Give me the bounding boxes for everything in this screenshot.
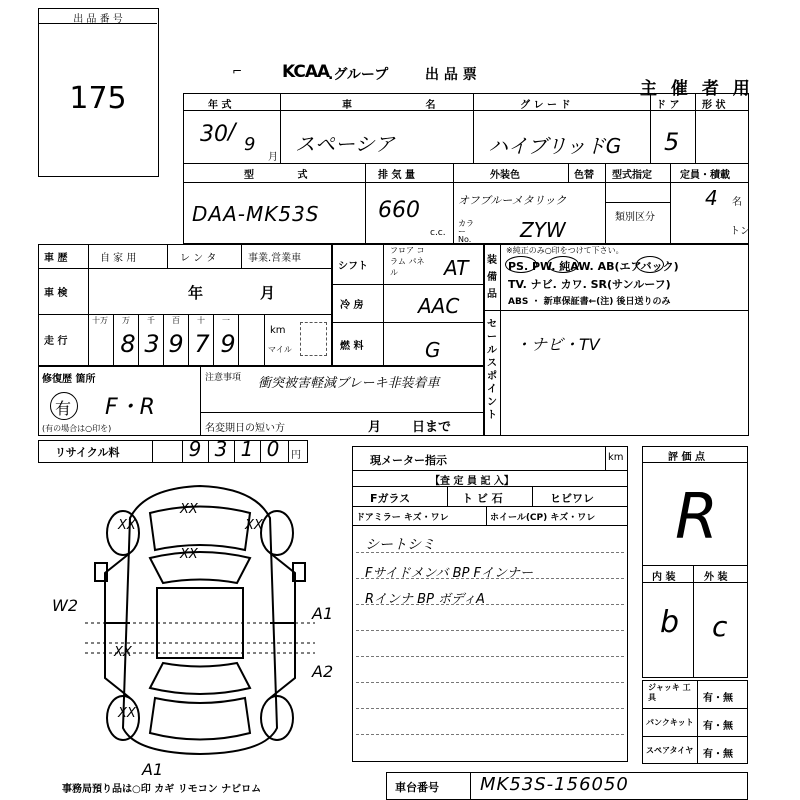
ac-value: AAC — [418, 294, 460, 318]
km-unit: km — [270, 325, 286, 336]
item-spare-choice: 有・無 — [703, 749, 733, 760]
inspection-label: 車 検 — [44, 288, 68, 299]
displacement-value: 660 — [378, 198, 420, 223]
name-change-month: 月 — [368, 420, 382, 435]
grade-value: R — [675, 480, 719, 553]
brand-logo: KCAA — [282, 62, 330, 82]
caution-label: 注意事項 — [205, 373, 242, 383]
km-mile-box — [300, 322, 327, 356]
date-slash: / — [228, 120, 236, 145]
recycle-digit-2: 3 — [214, 437, 228, 461]
interior-value: b — [660, 605, 680, 640]
mileage-digit-2: 3 — [144, 330, 160, 358]
shift-sub-options: フロア コラム パネル — [390, 246, 425, 277]
inspector-title: 【査 定 員 記 入】 — [430, 476, 514, 487]
year-value: 30 — [200, 122, 228, 147]
inspection-year-unit: 年 — [188, 284, 204, 302]
unit-1k: 千 — [147, 316, 155, 325]
brand-group: .グループ — [328, 67, 389, 83]
sales-point-value: ・ナビ・TV — [515, 335, 600, 354]
meter-label: 現メーター指示 — [370, 454, 447, 467]
grade-label: グ レ ー ド — [520, 100, 571, 111]
equipment-line-3: ABS ・ 新車保証書←(注) 後日送りのみ — [508, 297, 671, 307]
ton-unit: トン — [730, 226, 750, 237]
item-puncture-choice: 有・無 — [703, 721, 733, 732]
mark-xx-fr: XX — [245, 518, 263, 533]
mark-xx-hood: XX — [180, 502, 198, 517]
door-value: 5 — [664, 128, 680, 156]
lot-number: 175 — [69, 81, 127, 116]
recycle-digit-4: 0 — [266, 437, 280, 461]
corner-mark-left: ⌐ — [232, 64, 243, 78]
circle-ps — [505, 256, 537, 273]
mileage-digit-4: 7 — [194, 330, 210, 358]
history-private: 自 家 用 — [100, 253, 137, 264]
item-puncture-label: パンクキット — [646, 718, 694, 727]
inspector-note-1: シートシミ — [365, 537, 435, 553]
mileage-digit-5: 9 — [220, 330, 236, 358]
mileage-digit-3: 9 — [168, 330, 184, 358]
repair-note: (有の場合は○印を) — [42, 424, 112, 433]
repair-mark: 有 — [55, 399, 72, 418]
mirror-label: ドアミラー キズ・ワレ — [356, 513, 449, 523]
name-change-label: 名変期日の短い方 — [205, 423, 285, 434]
exterior-label: 外 装 — [704, 572, 728, 583]
unit-1: 一 — [222, 316, 230, 325]
mark-a2-right: A2 — [312, 662, 334, 681]
mark-a1-bottom: A1 — [142, 760, 164, 779]
keys-note: 事務局預り品は○印 カギ リモコン ナビロム — [62, 784, 262, 795]
recycle-label: リサイクル料 — [55, 446, 120, 459]
lot-number-label: 出 品 番 号 — [73, 14, 123, 25]
circle-pw — [547, 256, 579, 273]
mark-w2: W2 — [52, 596, 78, 615]
displacement-label: 排 気 量 — [378, 170, 415, 181]
history-label: 車 歴 — [44, 253, 68, 264]
capacity-value: 4 — [705, 186, 718, 210]
equipment-line-1: PS. PW. 純AW. AB(エアバック) — [508, 260, 679, 273]
organizer-label: 主 催 者 用 — [640, 79, 754, 99]
car-name-label: 車 名 — [342, 100, 436, 111]
history-business: 事業.営業車 — [248, 253, 302, 264]
color-no-label: カラー No. — [458, 219, 474, 244]
name-change-day: 日まで — [412, 420, 452, 435]
model-label: 型 式 — [244, 170, 308, 181]
fuel-label: 燃 料 — [340, 341, 364, 352]
color-no-value: ZYW — [520, 218, 566, 242]
repair-label: 修復歴 箇所 — [42, 374, 96, 385]
month-value: 9 — [244, 134, 256, 155]
car-name-value: スペーシア — [295, 132, 395, 156]
repair-location: F・R — [105, 395, 155, 420]
inspector-note-3: Rインナ BP ボディA — [365, 592, 485, 607]
shift-value: AT — [444, 256, 469, 280]
mileage-label: 走 行 — [44, 336, 68, 347]
mark-a1-right: A1 — [312, 604, 334, 623]
item-jack-label: ジャッキ 工 具 — [648, 683, 691, 702]
caution-value: 衝突被害軽減ブレーキ非装着車 — [258, 376, 440, 391]
unit-100k: 十万 — [92, 316, 108, 325]
mark-xx-rear: XX — [118, 706, 136, 721]
recycle-unit: 円 — [291, 450, 301, 461]
exterior-color-value: オフブルーメタリック — [458, 194, 567, 207]
mark-xx-rl: XX — [114, 645, 132, 660]
year-label: 年 式 — [208, 100, 232, 111]
inspector-note-2: Fサイドメンバ BP Fインナー — [365, 566, 534, 581]
sheet-title: 出 品 票 — [425, 67, 477, 83]
interior-label: 内 装 — [652, 572, 676, 583]
type-spec-label: 型式指定 — [612, 170, 652, 181]
sales-point-label: セールスポイント — [487, 319, 497, 421]
month-unit: 月 — [268, 152, 278, 163]
chassis-value: MK53S-156050 — [480, 774, 629, 795]
class-label: 類別区分 — [615, 212, 655, 223]
equipment-label: 装備品 — [487, 255, 497, 300]
unit-10: 十 — [197, 316, 205, 325]
unit-10k: 万 — [122, 316, 130, 325]
wheel-label: ホイール(CP) キズ・ワレ — [490, 513, 596, 523]
grade-label: 評 価 点 — [668, 452, 705, 463]
item-jack-choice: 有・無 — [703, 693, 733, 704]
mark-xx-roof: XX — [180, 547, 198, 562]
capacity-label: 定員・積載 — [680, 170, 730, 181]
chip-label: ト ビ 石 — [462, 492, 503, 505]
fuel-value: G — [425, 338, 441, 362]
shape-label: 形 状 — [702, 100, 726, 111]
crack-label: ヒビワレ — [550, 492, 594, 505]
cc-unit: c.c. — [430, 228, 446, 238]
door-label: ド ア — [656, 100, 680, 111]
grade-value: ハイブリッドG — [488, 134, 622, 158]
lot-number-box — [38, 8, 159, 177]
model-value: DAA-MK53S — [192, 202, 320, 226]
history-rental: レ ン タ — [180, 253, 217, 264]
mileage-digit-1: 8 — [120, 330, 136, 358]
circle-ab — [636, 256, 664, 273]
mark-xx-fl: XX — [118, 518, 136, 533]
color-swap-label: 色替 — [574, 170, 594, 181]
item-spare-label: スペアタイヤ — [646, 746, 694, 755]
exterior-value: c — [712, 610, 728, 643]
unit-100: 百 — [172, 316, 180, 325]
mile-unit: マイル — [268, 345, 292, 354]
capacity-unit: 名 — [732, 197, 742, 208]
glass-label: Fガラス — [370, 492, 411, 505]
meter-km-unit: km — [608, 452, 624, 463]
ac-label: 冷 房 — [340, 300, 364, 311]
equipment-line-2: TV. ナビ. カワ. SR(サンルーフ) — [508, 278, 671, 291]
exterior-color-label: 外装色 — [490, 170, 520, 181]
equipment-note: ※純正のみ○印をつけて下さい。 — [506, 246, 624, 255]
shift-label: シフト — [338, 261, 368, 272]
recycle-digit-1: 9 — [188, 437, 202, 461]
chassis-label: 車台番号 — [395, 781, 439, 794]
inspection-month-unit: 月 — [260, 284, 276, 302]
recycle-digit-3: 1 — [240, 437, 254, 461]
